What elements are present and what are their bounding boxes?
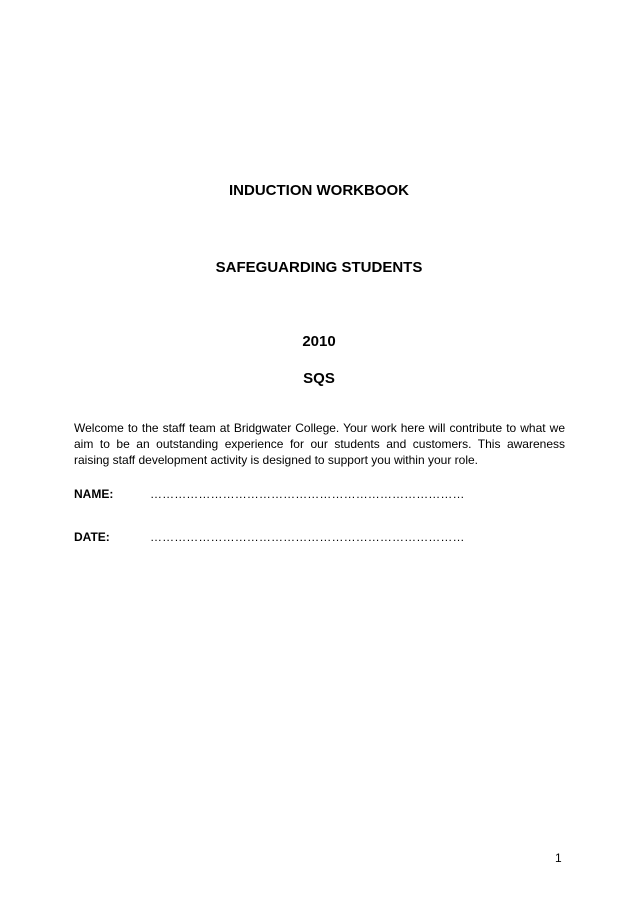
name-field-row bbox=[74, 485, 565, 503]
date-field-row bbox=[74, 528, 565, 546]
document-title: INDUCTION WORKBOOK bbox=[229, 182, 409, 199]
date-entry-line: …………………………………………………………………… bbox=[150, 530, 465, 544]
date-label: DATE: bbox=[74, 530, 110, 544]
document-subtitle: SAFEGUARDING STUDENTS bbox=[215, 259, 423, 276]
document-year: 2010 bbox=[302, 333, 336, 350]
intro-paragraph: Welcome to the staff team at Bridgwater College. Your work here will contribute to what we aim to be an outstanding experience for our students and customers. This awareness raising staff development activity is designed to support you within your role. bbox=[74, 421, 565, 467]
document-code: SQS bbox=[303, 370, 335, 387]
name-label: NAME: bbox=[74, 487, 114, 501]
page-number: 1 bbox=[555, 851, 562, 865]
name-entry-line: …………………………………………………………………… bbox=[150, 487, 465, 501]
